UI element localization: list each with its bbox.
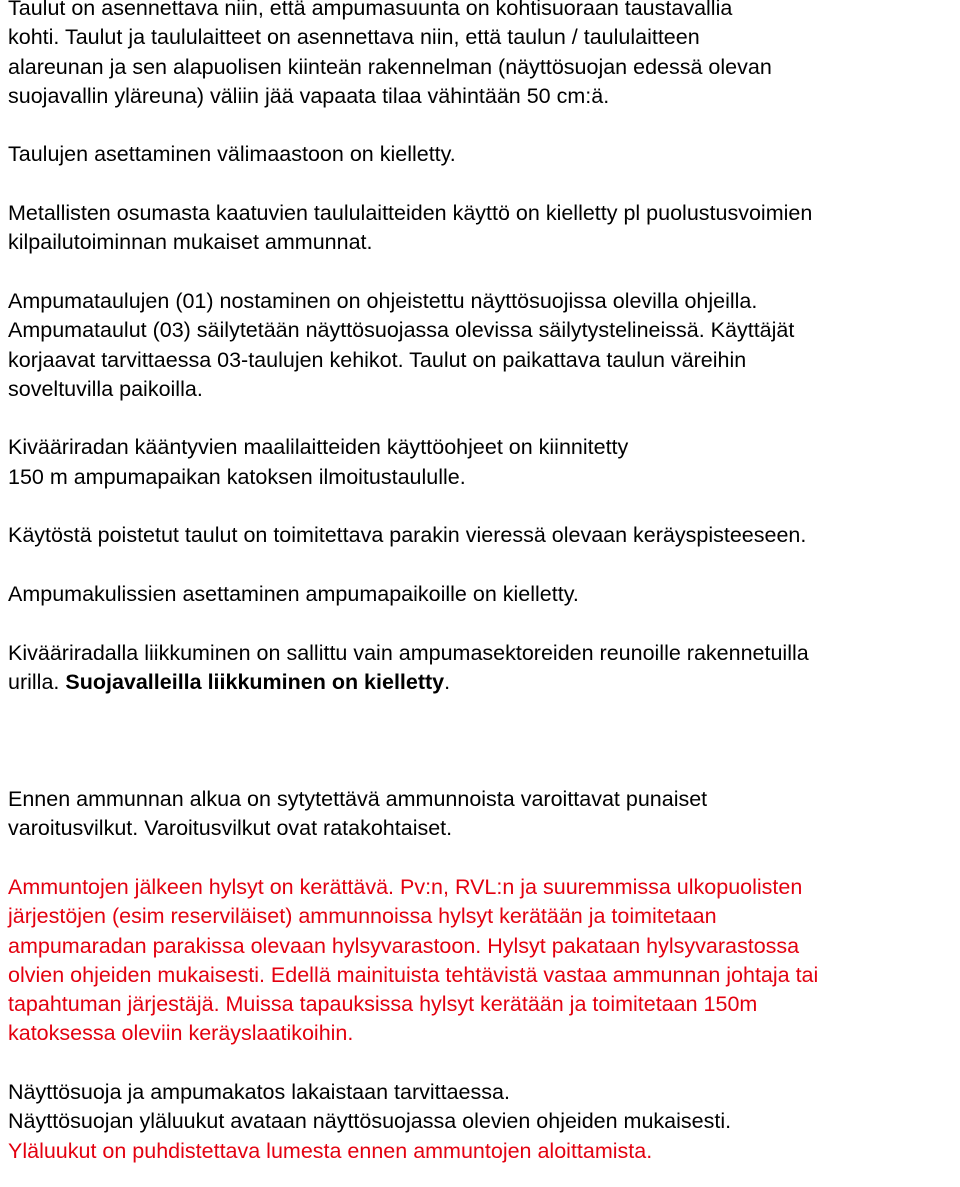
paragraph-metal-targets: [8, 199, 958, 258]
text-line: Näyttösuojan yläluukut avataan näyttösuojassa olevien ohjeiden mukaisesti.: [8, 1109, 732, 1134]
text-line: Näyttösuoja ja ampumakatos lakaistaan tarvittaessa.: [8, 1079, 510, 1104]
paragraph-spacer: [8, 111, 958, 140]
paragraph-rifle-range-instructions: [8, 433, 958, 492]
text-line: 150 m ampumapaikan katoksen ilmoitustaululle.: [8, 464, 466, 489]
text-line: Kivääriradan kääntyvien maalilaitteiden käyttöohjeet on kiinnitetty: [8, 435, 629, 460]
text-line: Taulujen asettaminen välimaastoon on kielletty.: [8, 142, 456, 167]
text-line-warning: Yläluukut on puhdistettava lumesta ennen ammuntojen aloittamista.: [8, 1138, 653, 1163]
text-line: [8, 668, 958, 697]
paragraph-target-raising: [8, 287, 958, 404]
text-line: Ampumataulujen (01) nostaminen on ohjeistettu näyttösuojissa olevilla ohjeilla.: [8, 288, 758, 313]
text-line: Ennen ammunnan alkua on sytytettävä ammunnoista varoittavat punaiset: [8, 787, 708, 812]
paragraph-spacer: [8, 170, 958, 199]
paragraph-spacer: [8, 258, 958, 287]
text-line: Ammuntojen jälkeen hylsyt on kerättävä. Pv:n, RVL:n ja suuremmissa ulkopuolisten: [8, 874, 803, 899]
paragraph-shell-casings: [8, 873, 958, 1049]
text-line: Ampumataulut (03) säilytetään näyttösuojassa olevissa säilytystelineissä. Käyttäjät: [8, 318, 795, 343]
text-line: korjaavat tarvittaessa 03-taulujen kehikot. Taulut on paikattava taulun väreihin: [8, 347, 747, 372]
paragraph-no-midfield-targets: [8, 140, 958, 169]
bold-warning-text: Suojavalleilla liikkuminen on kielletty: [65, 669, 445, 694]
text-line: Käytöstä poistetut taulut on toimitettava parakin vieressä olevaan keräyspisteeseen.: [8, 523, 807, 548]
paragraph-target-installation: [8, 0, 958, 111]
paragraph-spacer: [8, 609, 958, 638]
text-line: katoksessa oleviin keräyslaatikoihin.: [8, 1021, 354, 1046]
paragraph-spacer: [8, 844, 958, 873]
section-spacer: [8, 697, 958, 785]
text-line: varoitusvilkut. Varoitusvilkut ovat ratakohtaiset.: [8, 816, 453, 841]
paragraph-spacer: [8, 404, 958, 433]
text-line: Kivääriradalla liikkuminen on sallittu vain ampumasektoreiden reunoille rakennetuilla: [8, 640, 809, 665]
text-line: Ampumakulissien asettaminen ampumapaikoille on kielletty.: [8, 581, 579, 606]
text-line: suojavallin yläreuna) väliin jää vapaata tilaa vähintään 50 cm:ä.: [8, 83, 610, 108]
text-line: ampumaradan parakissa olevaan hylsyvarastoon. Hylsyt pakataan hylsyvarastossa: [8, 933, 800, 958]
text-line: Taulut on asennettava niin, että ampumasuunta on kohtisuoraan taustavallia: [8, 0, 733, 20]
paragraph-cleaning: [8, 1078, 958, 1166]
text-line: Metallisten osumasta kaatuvien taululaitteiden käyttö on kielletty pl puolustusvoimien: [8, 201, 813, 226]
text-line: soveltuvilla paikoilla.: [8, 376, 203, 401]
paragraph-spacer: [8, 1049, 958, 1078]
paragraph-spacer: [8, 492, 958, 521]
text-line: alareunan ja sen alapuolisen kiinteän rakennelman (näyttösuojan edessä olevan: [8, 54, 772, 79]
text-line: tapahtuman järjestäjä. Muissa tapauksissa hylsyt kerätään ja toimitetaan 150m: [8, 992, 758, 1017]
paragraph-moving-on-range: [8, 639, 958, 698]
text-line: kohti. Taulut ja taululaitteet on asennettava niin, että taulun / taululaitteen: [8, 25, 700, 50]
text-line: kilpailutoiminnan mukaiset ammunnat.: [8, 230, 373, 255]
text-line: järjestöjen (esim reserviläiset) ammunnoissa hylsyt kerätään ja toimitetaan: [8, 904, 717, 929]
text-segment: .: [444, 669, 451, 694]
paragraph-props: [8, 580, 958, 609]
paragraph-warning-lights: [8, 785, 958, 844]
text-segment: urilla.: [8, 669, 66, 694]
paragraph-discarded-targets: [8, 521, 958, 550]
paragraph-spacer: [8, 551, 958, 580]
text-line: olvien ohjeiden mukaisesti. Edellä mainituista tehtävistä vastaa ammunnan johtaja tai: [8, 962, 819, 987]
document-body: [8, 0, 958, 1166]
